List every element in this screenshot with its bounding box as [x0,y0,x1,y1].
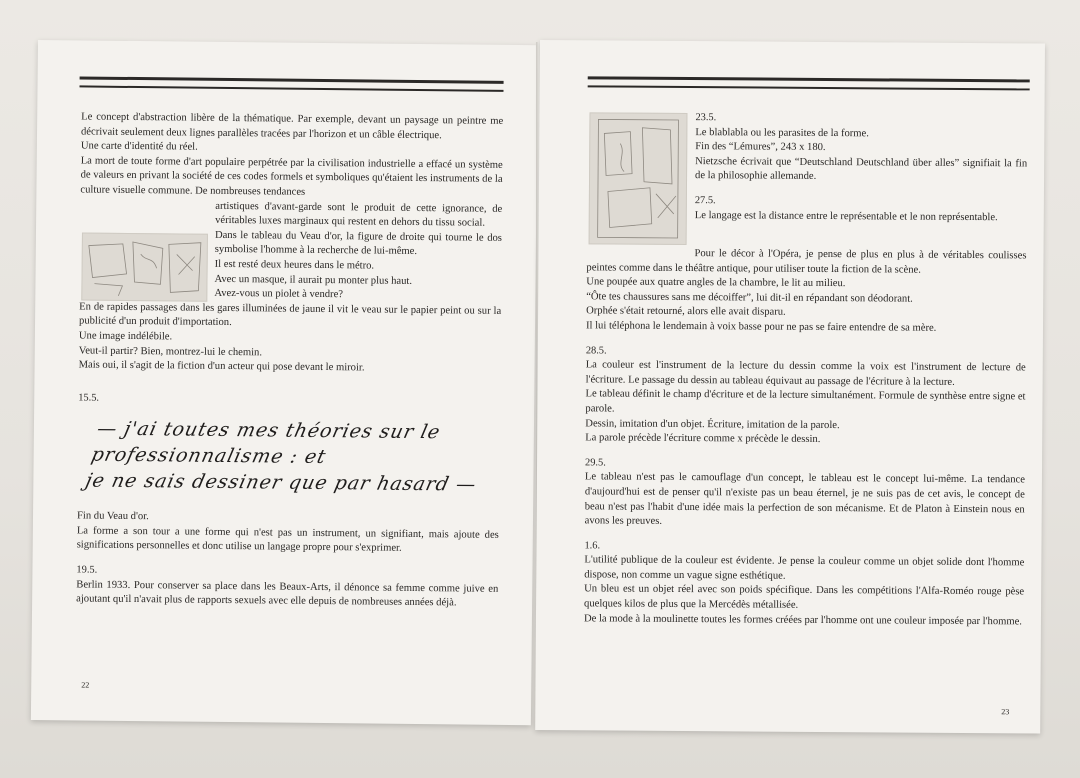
paragraph: Orphée s'était retourné, alors elle avait disparu. [586,305,786,319]
paragraph: Il lui téléphona le lendemain à voix basse pour ne pas se faire entendre de sa mère. [585,320,937,334]
paragraph: Un bleu est un objet réel avec son poids spécifique. Dans les compétitions l'Alfa-Roméo rouge pèse quelques kilos de plus que la Mercédès métallisée. [584,583,1025,611]
date-heading: 23.5. [695,112,717,124]
left-text-column [76,110,503,611]
handwriting-line: je ne sais dessiner que par hasard — [83,469,479,496]
paragraph: Une image indélébile. [78,330,173,343]
sketch-image [81,232,208,301]
paragraph: Fin du Veau d'or. [76,510,149,523]
paragraph: Berlin 1933. Pour conserver sa place dans les Beaux-Arts, il dénonce sa femme comme juive en ajoutant qu'il n'avait plus de rapports sexuels avec elle depuis de nombreuses années déjà. [76,579,499,609]
header-rule-bottom [80,85,504,91]
date-heading: 1.6. [584,540,601,552]
header-rule-top [588,76,1030,82]
paragraph: Le blablabla ou les parasites de la forme. [695,126,869,139]
paragraph: Nietzsche écrivait que “Deutschland Deutschland über alles” signifiait la fin de la philosophie allemande. [695,155,1028,183]
date-heading: 29.5. [585,457,606,469]
sketch-image [589,112,688,245]
paragraph: Une carte d'identité du réel. [80,140,198,153]
date-heading: 28.5. [585,344,607,357]
paragraph: Il est resté deux heures dans le métro. [214,258,375,272]
page-number: 22 [81,680,90,690]
date-heading: 27.5. [694,195,716,207]
paragraph: Le concept d'abstraction libère de la thématique. Par exemple, devant un paysage un peintre me décrivait seulement deux lignes parallèles tracées par l'horizon et un câble électrique. [80,111,504,141]
date-heading: 15.5. [78,392,100,404]
left-page [31,40,538,725]
paragraph: En de rapides passages dans les gares illuminées de jaune il vit le veau sur le papier peint ou sur la publicité d'un produit d'importation. [78,301,502,329]
paragraph: Dans le tableau du Veau d'or, la figure de droite qui tourne le dos symbolise l'homme à la recherche de lui-même. [214,229,503,258]
right-text-column [584,246,1027,629]
page-number: 23 [1001,707,1010,717]
paragraph: artistiques d'avant-garde sont le produit de cette ignorance, de véritables luxes marginaux qui restent en dehors du tissu social. [215,200,503,229]
paragraph: Avec un masque, il aurait pu monter plus haut. [214,273,413,287]
paragraph: Le tableau définit le champ d'écriture et de la lecture simultanément. Formule de synthèse entre signe et parole. [585,388,1026,415]
header-rule-top [80,76,504,83]
right-text-upper [695,111,1028,225]
paragraph: Mais oui, il s'agit de la fiction d'un acteur qui pose devant le miroir. [78,359,365,374]
paragraph: Le tableau n'est pas le camouflage d'un concept, le tableau est le concept lui-même. La tendance d'aujourd'hui est de penser qu'il n'existe pas un beau éternel, je ne suis pas de cet avis, le concept de beau n'est pas l'habit d'une idée mais la perfection de son mécanisme. Et de Platon à Einstein nous en avons les preuves. [584,471,1025,527]
paragraph: Une poupée aux quatre angles de la chambre, le lit au milieu. [586,276,846,290]
text-beside-image [214,199,502,304]
paragraph: Pour le décor à l'Opéra, je pense de plus en plus à de véritables coulisses peintes comme dans le théâtre antique, pour utiliser toute la fiction de la scène. [586,248,1027,276]
handwriting-line: — j'ai toutes mes théories sur le professionnalisme : et [89,417,443,469]
paragraph: De la mode à la moulinette toutes les formes créées par l'homme ont une couleur imposée par l'homme. [583,612,1023,628]
paragraph: “Ôte tes chaussures sans me décoiffer”, lui dit-il en répandant son déodorant. [586,291,913,305]
paragraph: Veut-il partir? Bien, montrez-lui le chemin. [78,344,263,358]
handwritten-note [83,416,508,498]
paragraph: La couleur est l'instrument de la lecture du dessin comme la voix est l'instrument de lecture de l'écriture. Le passage du dessin au tableau équivaut au passage de l'écriture à la lecture. [585,359,1026,388]
paragraph: La parole précède l'écriture comme x précède le dessin. [585,432,821,446]
paragraph: Le langage est la distance entre le représentable et le non représentable. [694,209,998,223]
right-page [535,40,1045,734]
paragraph: Dessin, imitation d'un objet. Écriture, imitation de la parole. [585,417,840,431]
paragraph: L'utilité publique de la couleur est évidente. Je pense la couleur comme un objet solide dont l'homme dispose, non comme un vague signe esthétique. [584,554,1025,582]
paragraph: La forme a son tour a une forme qui n'est pas un instrument, un signifiant, mais ajoute des significations personnelles et donc utilise un langage propre pour s'exprimer. [76,525,499,555]
header-rule-bottom [588,85,1030,90]
paragraph: Fin des “Lémures”, 243 x 180. [695,141,826,154]
paragraph: Avez-vous un piolet à vendre? [214,287,344,301]
paragraph: La mort de toute forme d'art populaire perpétrée par la civilisation industrielle a effacé un système de valeurs en privant la société de ces codes formels et symboliques qu'étaient les instruments de la culture visuelle commune. De nombreuses tendances [80,155,503,198]
date-heading: 19.5. [76,564,98,576]
